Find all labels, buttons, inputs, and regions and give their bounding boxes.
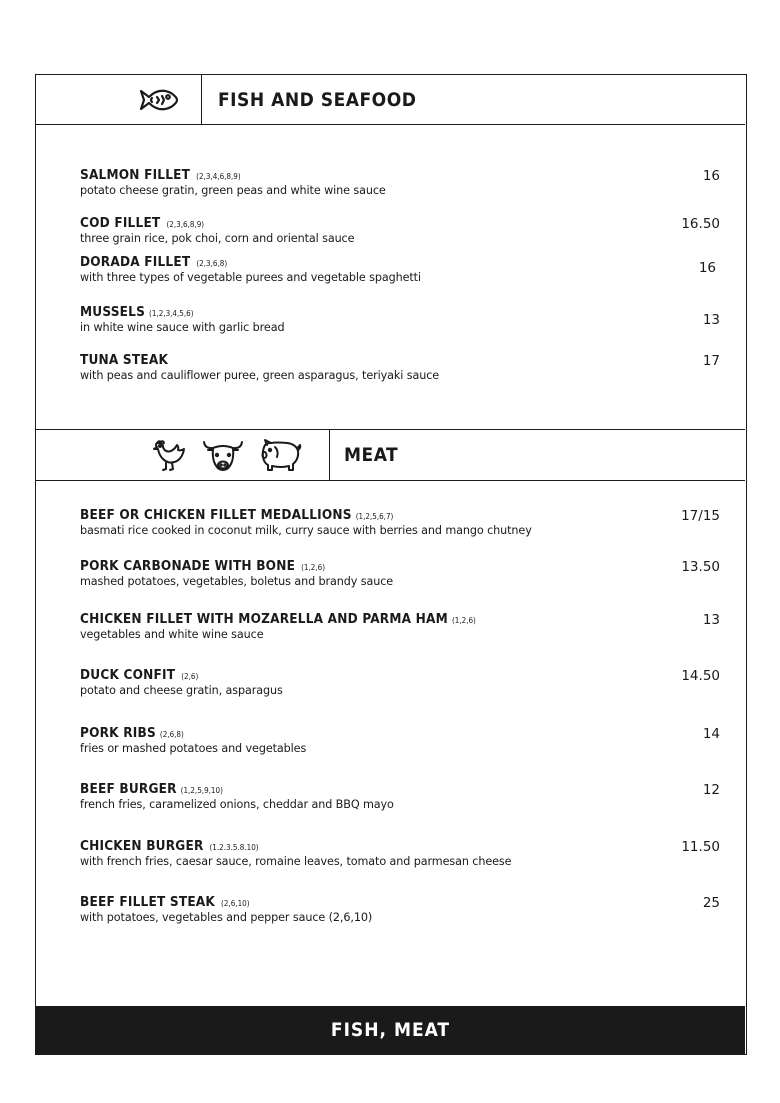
menu-item bbox=[80, 304, 720, 334]
item-name: BEEF BURGER bbox=[80, 781, 177, 797]
item-description: french fries, caramelized onions, cheddar and BBQ mayo bbox=[80, 798, 394, 811]
pig-icon bbox=[259, 437, 303, 473]
menu-item bbox=[80, 558, 720, 588]
footer-banner bbox=[36, 1006, 745, 1054]
menu-item bbox=[80, 215, 720, 245]
item-description: with three types of vegetable purees and vegetable spaghetti bbox=[80, 271, 421, 284]
item-name: DUCK CONFIT bbox=[80, 667, 176, 683]
fish-icon bbox=[137, 85, 179, 115]
item-name: PORK CARBONADE WITH BONE bbox=[80, 558, 296, 574]
item-description: three grain rice, pok choi, corn and oriental sauce bbox=[80, 232, 355, 245]
item-name: DORADA FILLET bbox=[80, 254, 191, 270]
item-price: 25 bbox=[702, 895, 720, 911]
item-price: 12 bbox=[702, 782, 720, 798]
item-description: mashed potatoes, vegetables, boletus and brandy sauce bbox=[80, 575, 394, 588]
menu-item bbox=[80, 667, 720, 697]
menu-item bbox=[80, 167, 720, 197]
item-name: BEEF FILLET STEAK bbox=[80, 894, 216, 910]
item-description: potato and cheese gratin, asparagus bbox=[80, 684, 283, 697]
chicken-icon bbox=[151, 437, 187, 473]
item-description: with peas and cauliflower puree, green asparagus, teriyaki sauce bbox=[80, 369, 440, 382]
menu-item bbox=[80, 838, 720, 868]
item-allergens: (1,2,3,4,5,6) bbox=[149, 309, 194, 318]
item-allergens: (2,3,6,8) bbox=[196, 259, 228, 268]
item-description: in white wine sauce with garlic bread bbox=[80, 321, 285, 334]
item-price: 16.50 bbox=[681, 216, 720, 232]
item-price: 13 bbox=[702, 312, 720, 328]
menu-item bbox=[80, 781, 720, 811]
menu-item bbox=[80, 352, 720, 382]
meat-section-title: MEAT bbox=[344, 444, 399, 466]
item-allergens: (1,2,5,9,10) bbox=[180, 786, 223, 795]
item-name: BEEF OR CHICKEN FILLET MEDALLIONS bbox=[80, 507, 352, 523]
menu-item bbox=[80, 725, 720, 755]
item-allergens: (1,2,6) bbox=[451, 616, 476, 625]
item-allergens: (2,6) bbox=[181, 672, 199, 681]
item-allergens: (2,3,4,6,8,9) bbox=[196, 172, 241, 181]
item-description: potato cheese gratin, green peas and white wine sauce bbox=[80, 184, 386, 197]
item-name: CHICKEN BURGER bbox=[80, 838, 204, 854]
menu-item bbox=[80, 894, 720, 924]
fish-section-title: FISH AND SEAFOOD bbox=[218, 88, 417, 111]
item-name: TUNA STEAK bbox=[80, 352, 169, 368]
item-price: 16 bbox=[698, 260, 716, 276]
menu-item bbox=[80, 254, 720, 284]
item-name: COD FILLET bbox=[80, 215, 161, 231]
fish-section-header bbox=[36, 75, 745, 125]
menu-item bbox=[80, 611, 720, 641]
item-description: basmati rice cooked in coconut milk, curry sauce with berries and mango chutney bbox=[80, 524, 532, 537]
item-name: SALMON FILLET bbox=[80, 167, 191, 183]
item-price: 13.50 bbox=[681, 559, 720, 575]
item-allergens: (2,6,8) bbox=[159, 730, 184, 739]
item-allergens: (1,2,5,6,7) bbox=[355, 512, 394, 521]
meat-section-header bbox=[36, 429, 745, 481]
item-allergens: (1,2,6) bbox=[301, 563, 325, 572]
item-description: with french fries, caesar sauce, romaine leaves, tomato and parmesan cheese bbox=[80, 855, 512, 868]
menu-page bbox=[35, 74, 747, 1055]
item-description: vegetables and white wine sauce bbox=[80, 628, 264, 641]
item-description: with potatoes, vegetables and pepper sauce (2,6,10) bbox=[80, 911, 373, 924]
bull-icon bbox=[201, 436, 245, 474]
item-name: PORK RIBS bbox=[80, 725, 156, 741]
item-price: 14.50 bbox=[681, 668, 720, 684]
item-price: 17 bbox=[702, 353, 720, 369]
menu-item bbox=[80, 507, 720, 537]
item-price: 16 bbox=[702, 168, 720, 184]
fish-icon-cell bbox=[36, 75, 202, 124]
item-name: MUSSELS bbox=[80, 304, 146, 320]
footer-label: FISH, MEAT bbox=[330, 1019, 451, 1041]
item-allergens: (2,6,10) bbox=[221, 899, 250, 908]
item-price: 17/15 bbox=[681, 508, 720, 524]
item-name: CHICKEN FILLET WITH MOZARELLA AND PARMA HAM bbox=[80, 611, 448, 627]
item-price: 13 bbox=[702, 612, 720, 628]
item-description: fries or mashed potatoes and vegetables bbox=[80, 742, 307, 755]
item-allergens: (1.2.3.5.8.10) bbox=[209, 843, 259, 852]
meat-icon-cell bbox=[36, 430, 330, 480]
item-price: 14 bbox=[702, 726, 720, 742]
item-price: 11.50 bbox=[681, 839, 720, 855]
item-allergens: (2,3,6,8,9) bbox=[166, 220, 205, 229]
